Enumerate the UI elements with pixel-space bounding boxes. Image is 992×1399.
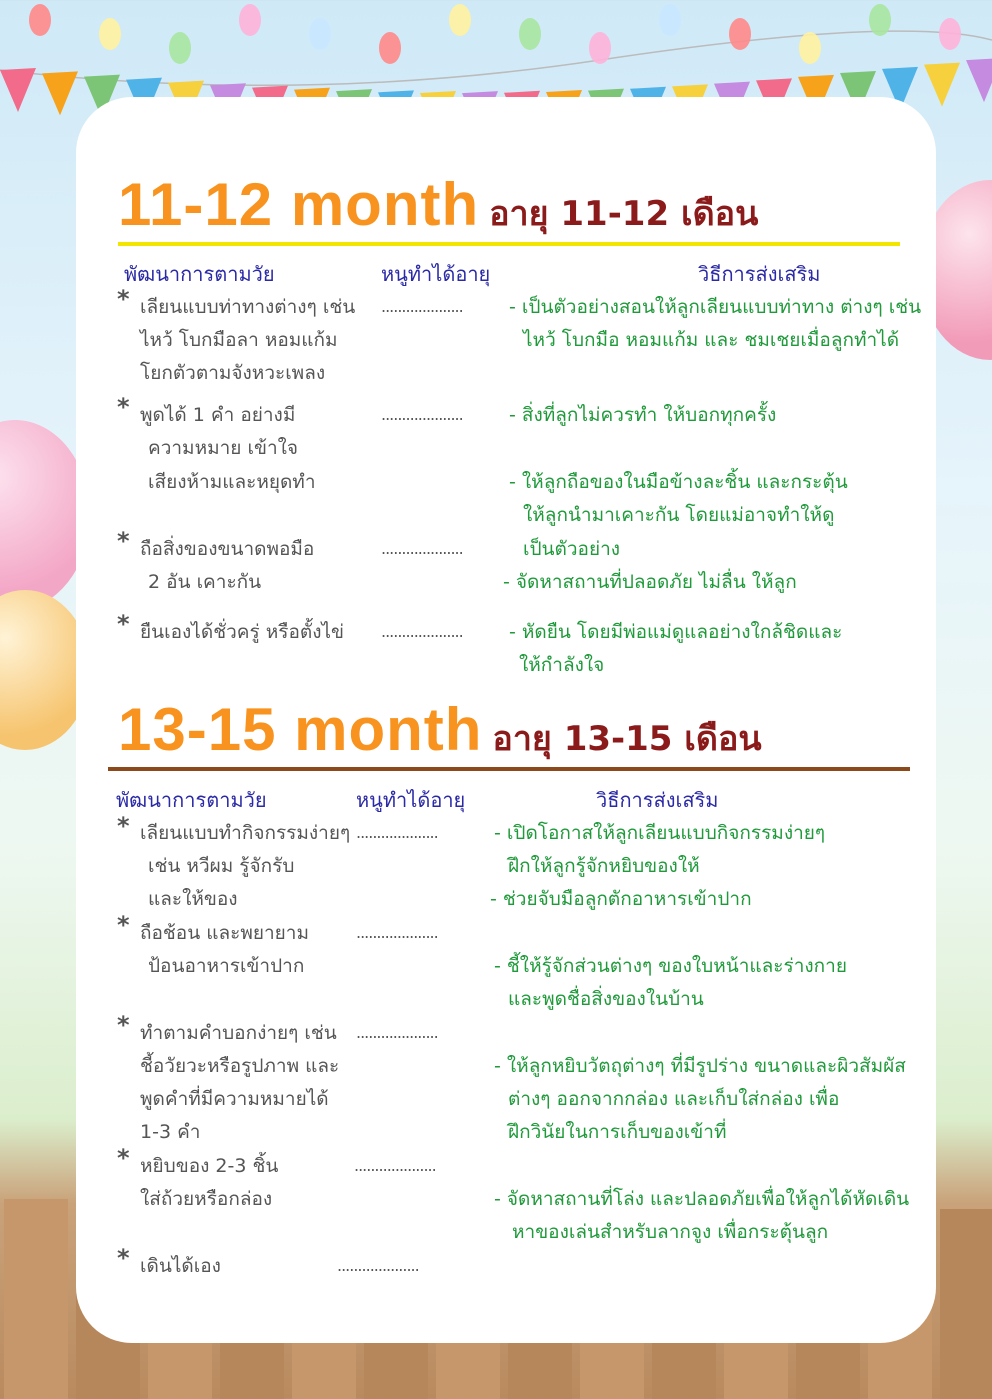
s2-tip-line: - ชี้ให้รู้จักส่วนต่างๆ ของใบหน้าและร่างกาย bbox=[494, 955, 847, 977]
s1-tip-line: - สิ่งที่ลูกไม่ควรทำ ให้บอกทุกครั้ง bbox=[509, 404, 777, 426]
section1-col-age: หนูทำได้อายุ bbox=[381, 262, 491, 286]
fence-plank bbox=[4, 1199, 68, 1399]
section2-col-age: หนูทำได้อายุ bbox=[356, 788, 466, 812]
age-blank: .................... bbox=[356, 823, 438, 842]
bullet-star: * bbox=[117, 911, 130, 939]
s1-tip-line: ให้กำลังใจ bbox=[519, 654, 605, 676]
s2-dev-line: ถือช้อน และพยายาม bbox=[140, 922, 309, 944]
section1-rule bbox=[118, 242, 900, 246]
bullet-star: * bbox=[117, 1144, 130, 1172]
bunting-flag bbox=[966, 58, 992, 102]
bullet-star: * bbox=[117, 1244, 130, 1272]
s1-dev-line: ความหมาย เข้าใจ bbox=[148, 437, 299, 459]
light-bulb bbox=[449, 4, 471, 36]
s2-tip-line: ต่างๆ ออกจากกล่อง และเก็บใส่กล่อง เพื่อ bbox=[508, 1088, 840, 1110]
s1-tip-line: ไหว้ โบกมือ หอมแก้ม และ ชมเชยเมื่อลูกทำได้ bbox=[523, 329, 900, 351]
s1-dev-line: พูดได้ 1 คำ อย่างมี bbox=[140, 404, 296, 426]
s2-dev-line: 1-3 คำ bbox=[140, 1121, 201, 1143]
light-bulb bbox=[169, 32, 191, 64]
s2-tip-line: ฝึกให้ลูกรู้จักหยิบของให้ bbox=[508, 855, 700, 877]
s2-dev-line: ใส่ถ้วยหรือกล่อง bbox=[140, 1188, 273, 1210]
s1-tip-line: เป็นตัวอย่าง bbox=[523, 538, 621, 560]
s1-dev-line: ยืนเองได้ชั่วครู่ หรือตั้งไข่ bbox=[140, 621, 345, 643]
section1-col-tips: วิธีการส่งเสริม bbox=[698, 262, 821, 286]
bunting-flag bbox=[42, 71, 78, 115]
age-blank: .................... bbox=[356, 923, 438, 942]
s2-tip-line: และพูดชื่อสิ่งของในบ้าน bbox=[508, 988, 704, 1010]
age-blank: .................... bbox=[381, 539, 463, 558]
bullet-star: * bbox=[117, 610, 130, 638]
light-bulb bbox=[239, 4, 261, 36]
section2-col-dev: พัฒนาการตามวัย bbox=[116, 788, 267, 812]
s2-dev-line: ป้อนอาหารเข้าปาก bbox=[148, 955, 305, 977]
light-bulb bbox=[589, 32, 611, 64]
light-bulb bbox=[729, 18, 751, 50]
light-bulb bbox=[379, 32, 401, 64]
bullet-star: * bbox=[117, 527, 130, 555]
light-bulb bbox=[799, 32, 821, 64]
s1-dev-line: เลียนแบบท่าทางต่างๆ เช่น bbox=[140, 296, 356, 318]
s2-tip-line: ฝึกวินัยในการเก็บของเข้าที่ bbox=[508, 1121, 727, 1143]
s1-tip-line: - เป็นตัวอย่างสอนให้ลูกเลียนแบบท่าทาง ต่างๆ เช่น bbox=[509, 296, 922, 318]
light-bulb bbox=[29, 4, 51, 36]
light-bulb bbox=[659, 4, 681, 36]
s2-tip-line: - จัดหาสถานที่โล่ง และปลอดภัยเพื่อให้ลูกได้หัดเดิน bbox=[494, 1188, 910, 1210]
light-bulb bbox=[309, 18, 331, 50]
section2-title-th: อายุ 13-15 เดือน bbox=[492, 719, 762, 759]
section1-col-dev: พัฒนาการตามวัย bbox=[124, 262, 275, 286]
age-blank: .................... bbox=[381, 297, 463, 316]
s2-tip-line: - ช่วยจับมือลูกตักอาหารเข้าปาก bbox=[490, 888, 752, 910]
s2-dev-line: เช่น หวีผม รู้จักรับ bbox=[148, 855, 295, 877]
s2-tip-line: หาของเล่นสำหรับลากจูง เพื่อกระตุ้นลูก bbox=[512, 1221, 829, 1243]
bullet-star: * bbox=[117, 812, 130, 840]
s2-dev-line: ทำตามคำบอกง่ายๆ เช่น bbox=[140, 1022, 337, 1044]
section2-col-tips: วิธีการส่งเสริม bbox=[596, 788, 719, 812]
bullet-star: * bbox=[117, 393, 130, 421]
bullet-star: * bbox=[117, 285, 130, 313]
s2-tip-line: - ให้ลูกหยิบวัตถุต่างๆ ที่มีรูปร่าง ขนาดและผิวสัมผัส bbox=[494, 1055, 906, 1077]
s2-dev-line: และให้ของ bbox=[148, 888, 238, 910]
light-bulb bbox=[869, 4, 891, 36]
age-blank: .................... bbox=[381, 405, 463, 424]
s1-dev-line: โยกตัวตามจังหวะเพลง bbox=[140, 362, 326, 384]
s2-dev-line: หยิบของ 2-3 ชิ้น bbox=[140, 1155, 279, 1177]
section2-title-en: 13-15 month bbox=[118, 696, 483, 763]
s2-tip-line: - เปิดโอกาสให้ลูกเลียนแบบกิจกรรมง่ายๆ bbox=[494, 822, 826, 844]
s1-dev-line: ไหว้ โบกมือลา หอมแก้ม bbox=[140, 329, 338, 351]
s1-tip-line: ให้ลูกนำมาเคาะกัน โดยแม่อาจทำให้ดู bbox=[523, 504, 835, 526]
s1-dev-line: ถือสิ่งของขนาดพอมือ bbox=[140, 538, 315, 560]
s1-dev-line: 2 อัน เคาะกัน bbox=[148, 571, 262, 593]
bullet-star: * bbox=[117, 1011, 130, 1039]
bunting-flag bbox=[924, 63, 960, 107]
age-blank: .................... bbox=[354, 1156, 436, 1175]
s2-dev-line: พูดคำที่มีความหมายได้ bbox=[140, 1088, 329, 1110]
s1-dev-line: เสียงห้ามและหยุดทำ bbox=[148, 471, 316, 493]
section1-title-en: 11-12 month bbox=[118, 171, 480, 238]
section1-heading bbox=[118, 170, 758, 240]
light-bulb bbox=[99, 18, 121, 50]
s1-tip-line: - ให้ลูกถือของในมือข้างละชิ้น และกระตุ้น bbox=[509, 471, 848, 493]
age-blank: .................... bbox=[337, 1256, 419, 1275]
fence-plank bbox=[940, 1209, 992, 1399]
section2-heading bbox=[118, 695, 762, 765]
s1-tip-line: - จัดหาสถานที่ปลอดภัย ไม่ลื่น ให้ลูก bbox=[503, 571, 797, 593]
age-blank: .................... bbox=[381, 622, 463, 641]
light-bulb bbox=[939, 18, 961, 50]
bunting-flag bbox=[0, 68, 36, 112]
section1-title-th: อายุ 11-12 เดือน bbox=[489, 194, 759, 234]
s2-dev-line: ชี้อวัยวะหรือรูปภาพ และ bbox=[140, 1055, 340, 1077]
light-bulb bbox=[519, 18, 541, 50]
s2-dev-line: เลียนแบบทำกิจกรรมง่ายๆ bbox=[140, 822, 351, 844]
section2-rule bbox=[108, 767, 910, 771]
s2-dev-line: เดินได้เอง bbox=[140, 1255, 221, 1277]
s1-tip-line: - หัดยืน โดยมีพ่อแม่ดูแลอย่างใกล้ชิดและ bbox=[509, 621, 843, 643]
age-blank: .................... bbox=[356, 1023, 438, 1042]
